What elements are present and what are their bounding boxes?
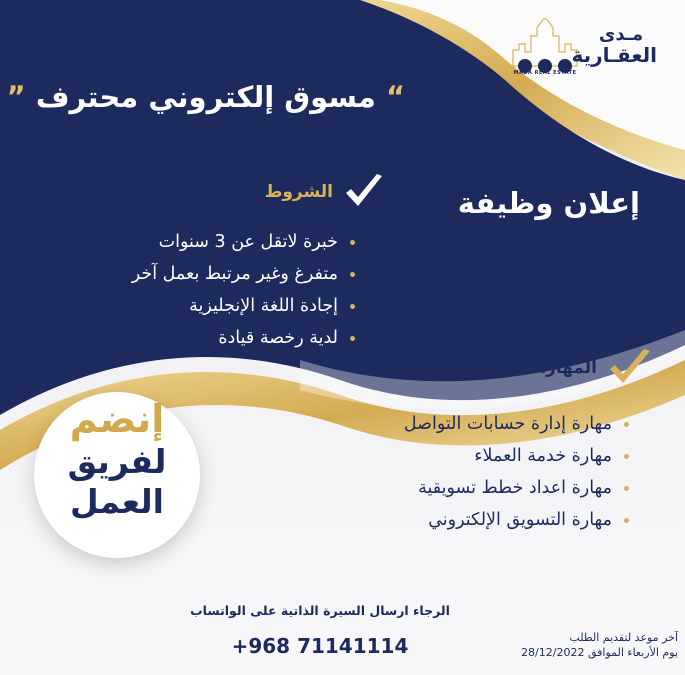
list-item	[404, 440, 629, 472]
close-quote: ”	[6, 80, 26, 114]
bullet-dot	[624, 454, 629, 459]
list-item-text: مهارة التسويق الإلكتروني	[428, 510, 612, 530]
list-item	[132, 290, 355, 322]
bullet-dot	[624, 518, 629, 523]
conditions-header	[255, 172, 385, 212]
deadline-label: آخر موعد لتقديم الطلب	[569, 631, 678, 644]
checkmark-icon	[343, 173, 385, 211]
skills-title: المهارات اللازمة	[461, 358, 597, 378]
checkmark-icon	[607, 348, 653, 388]
join-badge-line2: لفريق	[67, 442, 167, 481]
list-item-text: مهارة إدارة حسابات التواصل	[403, 414, 612, 434]
list-item	[132, 322, 355, 354]
whatsapp-instruction: الرجاء ارسال السيرة الذاتية على الواتساب	[190, 603, 450, 618]
job-title-headline	[6, 80, 405, 114]
join-badge-line3: العمل	[70, 482, 164, 521]
logo-wordmark	[571, 24, 657, 67]
phone-number[interactable]: +968 71141114	[231, 634, 409, 658]
job-ad-label: إعلان وظيفة	[457, 186, 640, 220]
logo-name-line1: مـدى	[598, 24, 644, 45]
conditions-list	[132, 226, 355, 354]
list-item-text: مهارة خدمة العملاء	[474, 446, 612, 466]
deadline-date: يوم الأربعاء الموافق 28/12/2022	[521, 646, 678, 659]
conditions-title: الشروط	[264, 182, 333, 202]
bullet-dot	[350, 336, 355, 341]
bullet-dot	[624, 486, 629, 491]
list-item-text: خبرة لاتقل عن 3 سنوات	[158, 232, 338, 252]
logo-name-line2: العقـارية	[571, 42, 657, 67]
bullet-dot	[350, 304, 355, 309]
list-item-text: مهارة اعداد خطط تسويقية	[418, 478, 612, 498]
bullet-dot	[624, 422, 629, 427]
logo-subtitle: MADA REAL ESTATE	[513, 70, 577, 76]
list-item	[132, 258, 355, 290]
list-item	[404, 472, 629, 504]
skills-header	[448, 346, 653, 390]
bullet-dot	[350, 240, 355, 245]
job-title: مسوق إلكتروني محترف	[35, 80, 376, 114]
open-quote: “	[385, 80, 405, 114]
application-deadline	[468, 630, 678, 660]
skills-list	[404, 408, 629, 536]
list-item	[404, 408, 629, 440]
list-item-text: لدية رخصة قيادة	[218, 328, 338, 348]
bullet-dot	[350, 272, 355, 277]
list-item-text: إجادة اللغة الإنجليزية	[189, 296, 338, 316]
list-item	[404, 504, 629, 536]
list-item	[132, 226, 355, 258]
join-team-badge	[34, 392, 200, 558]
join-badge-line1: إنضم	[69, 397, 165, 441]
list-item-text: متفرغ وغير مرتبط بعمل آخر	[131, 264, 338, 284]
